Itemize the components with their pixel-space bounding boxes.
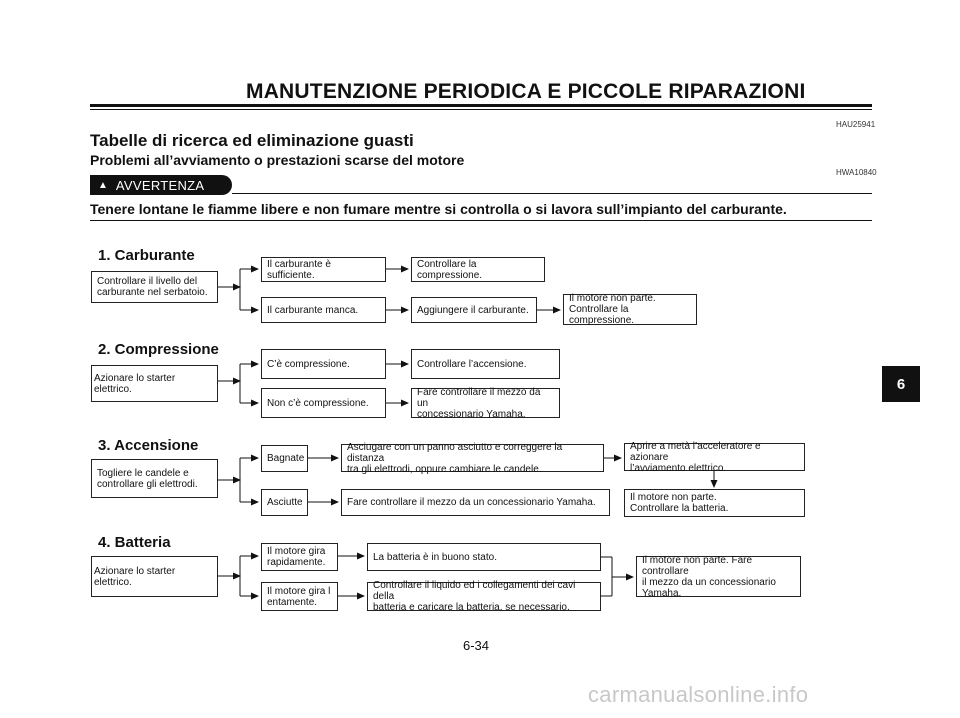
warning-text: Tenere lontane le fiamme libere e non fumare mentre si controlla o si lavora sull’impianto del carburante. bbox=[90, 201, 787, 217]
box-line: l’avviamento elettrico. bbox=[630, 462, 727, 474]
chapter-tab: 6 bbox=[882, 366, 920, 402]
box-line: Yamaha. bbox=[642, 587, 682, 599]
box-line: Controllare il livello del bbox=[97, 276, 198, 287]
box-line: Il carburante è sufficiente. bbox=[267, 258, 331, 281]
box-line: Asciugare con un panno asciutto e correggere la distanza bbox=[347, 441, 563, 464]
section-subtitle: Problemi all’avviamento o prestazioni scarse del motore bbox=[90, 152, 465, 168]
box-line: Il motore non parte. bbox=[569, 293, 656, 304]
box-line: La batteria è in buono stato. bbox=[373, 551, 497, 563]
box-line: controllare gli elettrodi. bbox=[97, 478, 198, 490]
carburante-no-box bbox=[261, 297, 386, 323]
box-line: Il motore gira bbox=[267, 546, 326, 557]
box-line: Il motore non parte. Fare controllare bbox=[642, 554, 753, 577]
box-line: Controllare il liquido ed i collegamenti dei cavi della bbox=[373, 580, 576, 602]
batteria-slow-box bbox=[261, 582, 338, 611]
box-line: Azionare lo starter elettrico. bbox=[94, 372, 176, 395]
box-line: Non c’è compressione. bbox=[267, 397, 369, 409]
warning-code: HWA10840 bbox=[836, 168, 877, 177]
accensione-dry-next-box bbox=[341, 489, 610, 516]
batteria-slow-next-box bbox=[367, 582, 601, 611]
box-line: Asciutte bbox=[267, 497, 303, 508]
compressione-yes-box bbox=[261, 349, 386, 379]
accensione-wet-result-box bbox=[624, 440, 805, 474]
carburante-start-box bbox=[91, 271, 218, 303]
box-line: Fare controllare il mezzo da un concessionario Yamaha. bbox=[347, 497, 596, 508]
box-line: Azionare lo starter elettrico. bbox=[94, 565, 176, 588]
box-line: Aprire a metà l’acceleratore e azionare bbox=[630, 440, 761, 463]
box-line: Il motore gira l bbox=[267, 585, 331, 597]
box-line: C’è compressione. bbox=[267, 358, 350, 370]
warning-label: AVVERTENZA bbox=[115, 177, 205, 193]
warning-triangle-icon: ▲ bbox=[98, 179, 108, 191]
box-line: Il carburante manca. bbox=[267, 304, 359, 316]
accensione-wet-next-box bbox=[341, 441, 604, 475]
compressione-start-box bbox=[91, 365, 218, 402]
carburante-title: 1. Carburante bbox=[98, 247, 195, 264]
section-title: Tabelle di ricerca ed eliminazione guasti bbox=[90, 131, 414, 150]
box-line: concessionario Yamaha. bbox=[417, 408, 526, 420]
accensione-wet-box bbox=[261, 445, 308, 472]
compressione-no-next-box bbox=[411, 388, 560, 418]
section-code: HAU25941 bbox=[836, 120, 876, 129]
batteria-start-box bbox=[91, 556, 218, 597]
box-line: rapidamente. bbox=[267, 557, 326, 568]
compressione-yes-next-box bbox=[411, 349, 560, 379]
carburante-no-result-box bbox=[563, 294, 697, 325]
box-line: Fare controllare il mezzo da un bbox=[417, 386, 541, 409]
watermark: carmanualsonline.info bbox=[588, 682, 809, 707]
carburante-yes-box bbox=[261, 257, 386, 282]
box-line: Controllare la compressione. bbox=[417, 258, 483, 281]
page-title: MANUTENZIONE PERIODICA E PICCOLE RIPARAZIONI bbox=[246, 80, 806, 103]
box-line: tra gli elettrodi, oppure cambiare le candele. bbox=[347, 463, 542, 475]
accensione-start-box bbox=[91, 459, 218, 498]
compressione-title: 2. Compressione bbox=[98, 341, 219, 358]
box-line: entamente. bbox=[267, 596, 318, 608]
box-line: Togliere le candele e bbox=[97, 467, 189, 479]
batteria-result-box bbox=[636, 556, 801, 597]
carburante-yes-next-box bbox=[411, 257, 545, 282]
box-line: Il motore non parte. bbox=[630, 492, 717, 503]
accensione-dry-result-box bbox=[624, 489, 805, 517]
box-line: Controllare la compressione. bbox=[569, 304, 635, 326]
compressione-no-box bbox=[261, 388, 386, 418]
box-line: il mezzo da un concessionario bbox=[642, 576, 776, 588]
batteria-fast-box bbox=[261, 543, 338, 571]
box-line: batteria e caricare la batteria, se necessario. bbox=[373, 602, 570, 613]
box-line: Controllare la batteria. bbox=[630, 503, 729, 514]
box-line: Bagnate bbox=[267, 453, 305, 464]
box-line: Aggiungere il carburante. bbox=[417, 304, 529, 316]
box-line: Controllare l’accensione. bbox=[417, 358, 527, 370]
batteria-fast-next-box bbox=[367, 543, 601, 571]
batteria-title: 4. Batteria bbox=[98, 534, 171, 551]
accensione-title: 3. Accensione bbox=[98, 437, 199, 454]
box-line: carburante nel serbatoio. bbox=[97, 287, 208, 298]
page-number: 6-34 bbox=[463, 638, 490, 653]
accensione-dry-box bbox=[261, 489, 308, 516]
carburante-no-next-box bbox=[411, 297, 537, 323]
